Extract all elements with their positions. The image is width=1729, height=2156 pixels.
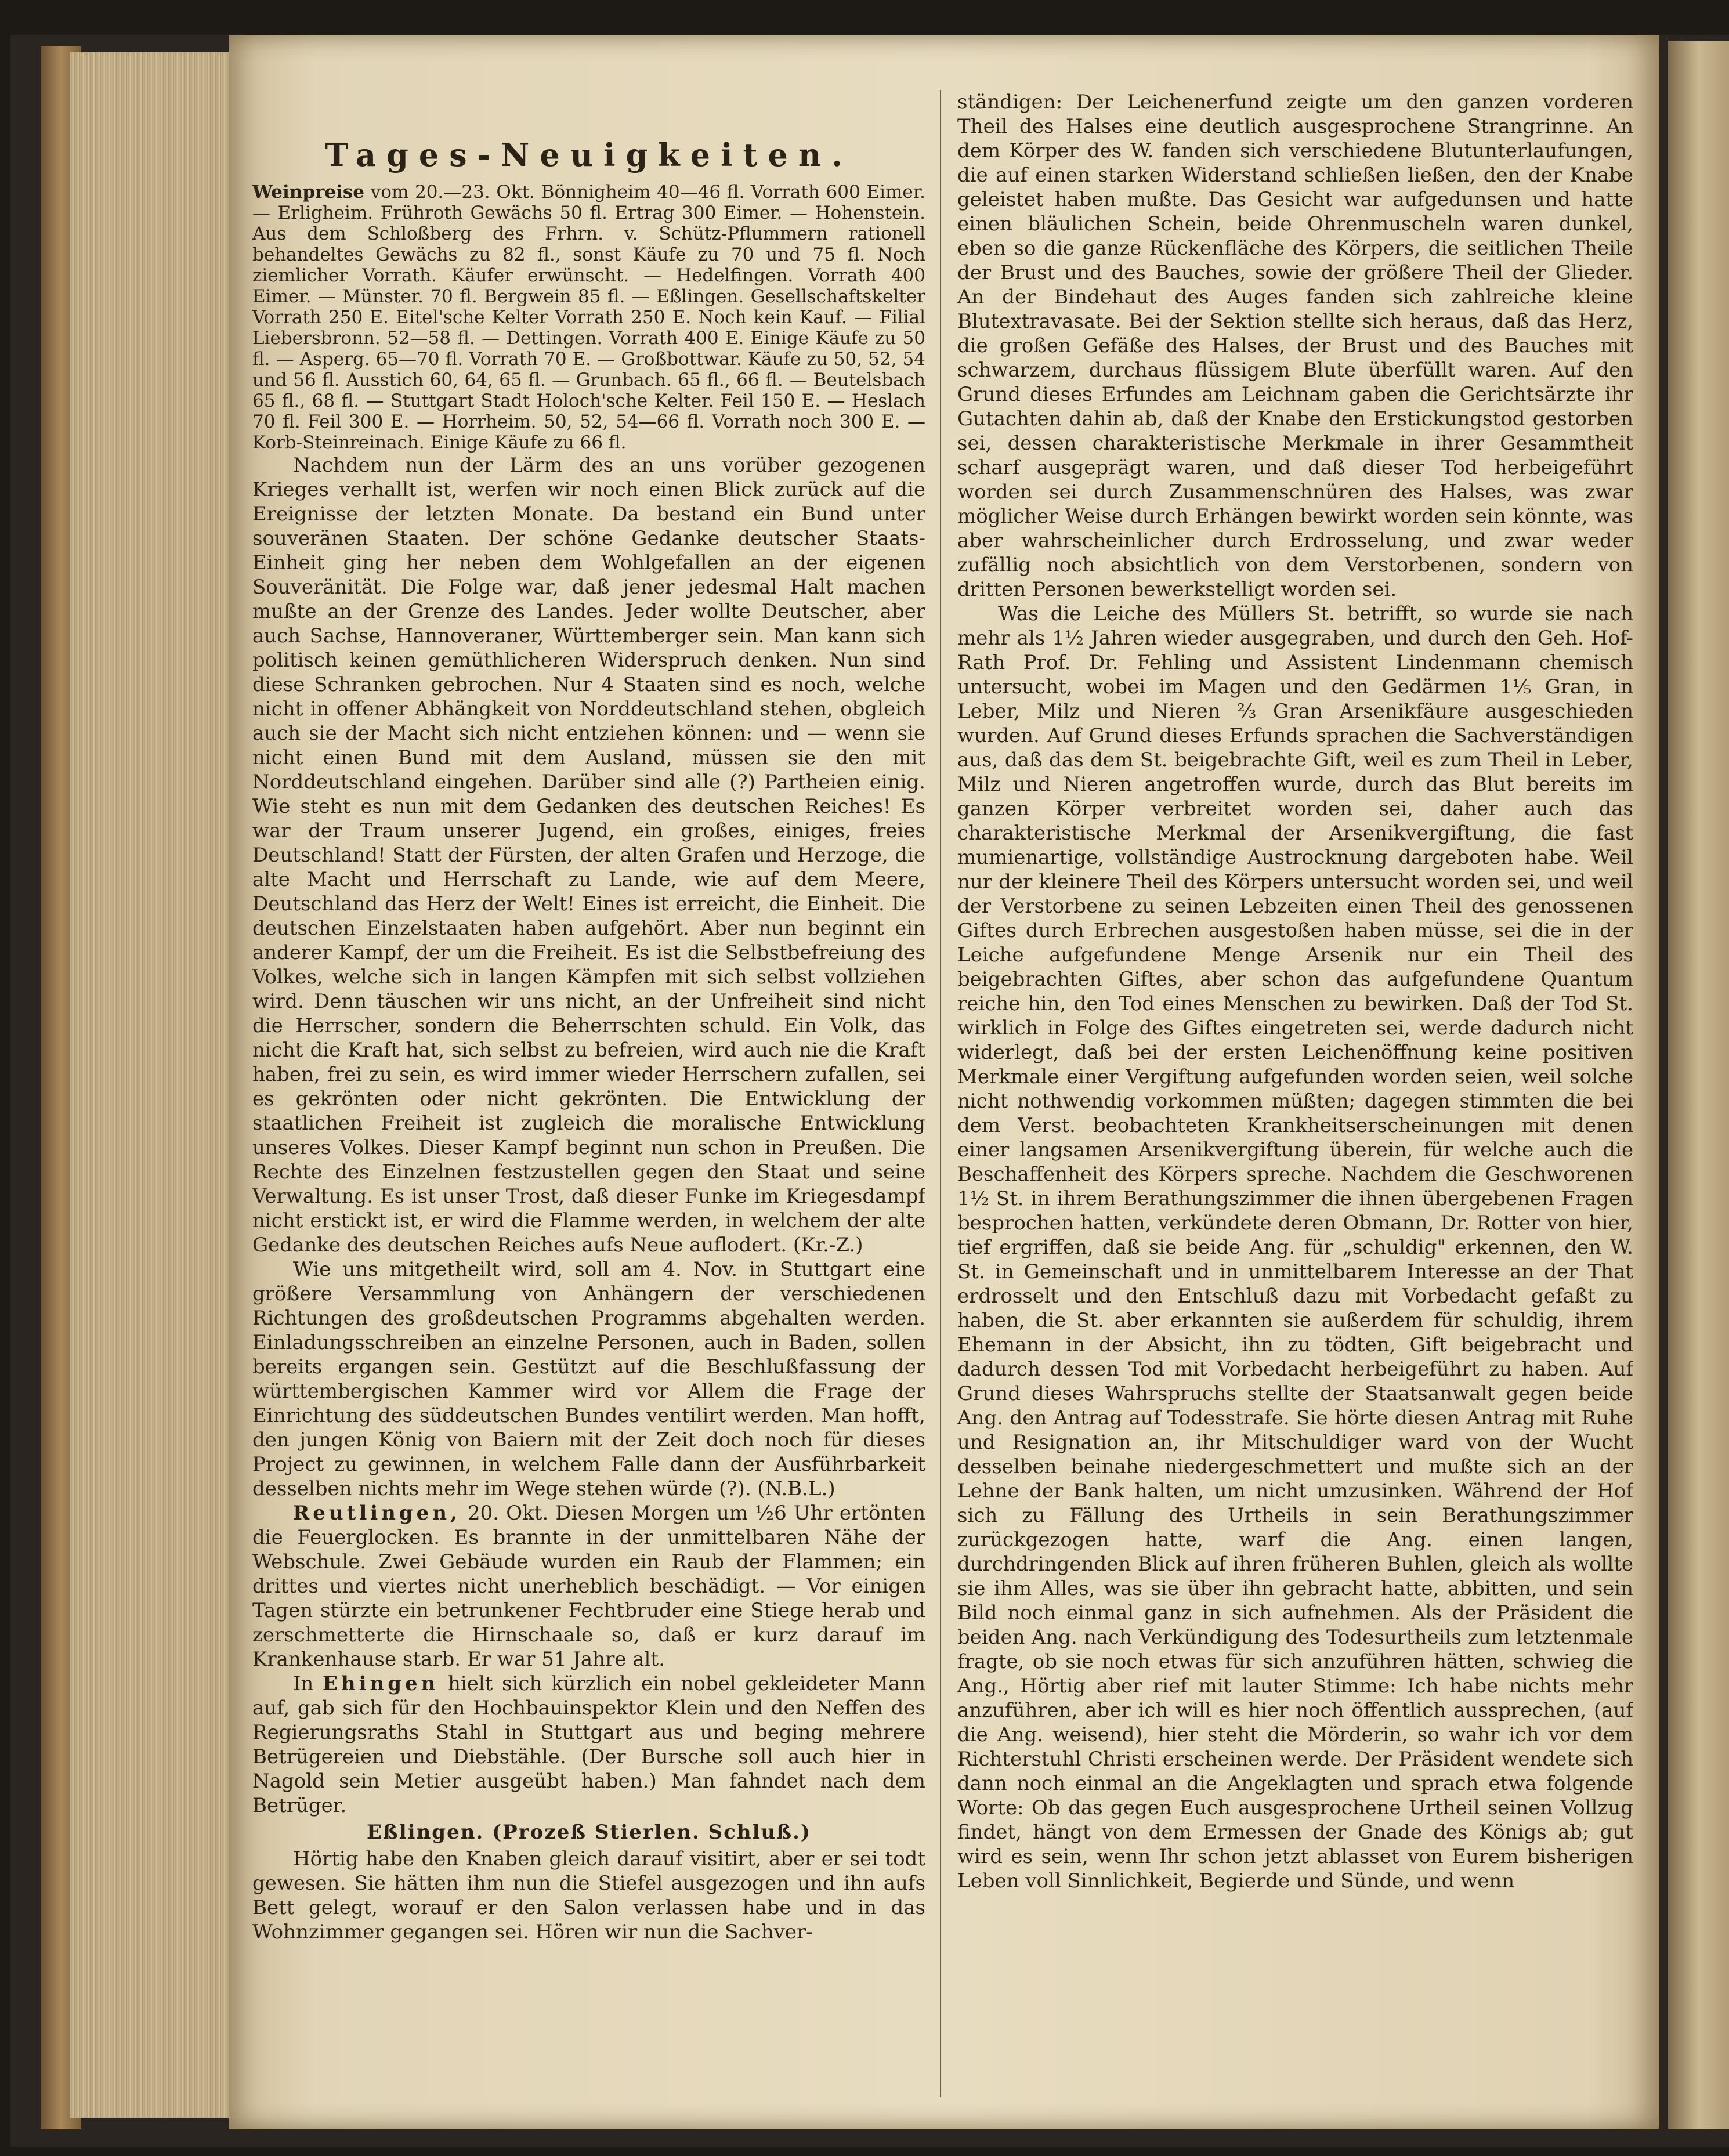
reutlingen-text: 20. Okt. Diesen Morgen um ½6 Uhr ertönten die Feuerglocken. Es brannte in der unmittelbaren Nähe der Webschule. Zwei Gebäude wurden ein Raub der Flammen; ein drittes und viertes nicht unerheblich beschädigt. — Vor einigen Tagen stürzte ein betrunkener Fechtbruder eine Stiege herab und zerschmetterte die Hirnschaale so, daß er kurz darauf im Krankenhause starb. Er war 51 Jahre alt. [252, 1502, 925, 1671]
ehingen-text: hielt sich kürzlich ein nobel gekleideter Mann auf, gab sich für den Hochbauinspektor Klein und den Neffen des Regierungsraths Stahl in Stuttgart aus und beging mehrere Betrügereien und Diebstähle. (Der Bursche soll auch hier in Nagold sein Metier ausgeübt haben.) Man fahndet nach dem Betrüger. [252, 1672, 925, 1817]
article-esslingen: Hörtig habe den Knaben gleich darauf visitirt, aber er sei todt gewesen. Sie hätten ihm nun die Stiefel ausgezogen und ihn aufs Bett gelegt, worauf er den Salon verlassen habe und in das Wohnzimmer gegangen sei. Hören wir nun die Sachver- [252, 1847, 925, 1944]
ehingen-lead: In [293, 1672, 314, 1695]
column-divider [940, 90, 941, 2097]
page-edges [70, 52, 239, 2118]
weinpreise-text: vom 20.—23. Okt. Bönnigheim 40—46 fl. Vorrath 600 Eimer. — Erligheim. Frühroth Gewächs 50 fl. Ertrag 300 Eimer. — Hohenstein. Aus dem Schloßberg des Frhrn. v. Schütz-Pflummern rationell behandeltes Gewächs zu 82 fl., sonst Käufe zu 70 und 75 fl. Noch ziemlicher Vorrath. Käufer erwünscht. — Hedelfingen. Vorrath 400 Eimer. — Münster. 70 fl. Bergwein 85 fl. — Eßlingen. Gesellschaftskelter Vorrath 250 E. Eitel'sche Kelter Vorrath 250 E. Noch kein Kauf. — Filial Liebersbronn. 52—58 fl. — Dettingen. Vorrath 400 E. Einige Käufe zu 50 fl. — Asperg. 65—70 fl. Vorrath 70 E. — Großbottwar. Käufe zu 50, 52, 54 und 56 fl. Ausstich 60, 64, 65 fl. — Grunbach. 65 fl., 66 fl. — Beutelsbach 65 fl., 68 fl. — Stuttgart Stadt Holoch'sche Kelter. Feil 150 E. — Heslach 70 fl. Feil 300 E. — Horrheim. 50, 52, 54—66 fl. Vorrath noch 300 E. — Korb-Steinreinach. Einige Käufe zu 66 fl. [252, 182, 925, 453]
article-mueller-leiche: Was die Leiche des Müllers St. betrifft, so wurde sie nach mehr als 1½ Jahren wieder ausgegraben, und durch den Geh. Hof-Rath Prof. Dr. Fehling und Assistent Lindenmann chemisch untersucht, wobei im Magen und den Gedärmen 1⅕ Gran, in Leber, Milz und Nieren ⅔ Gran Arsenikfäure ausgeschieden wurden. Auf Grund dieses Erfunds sprachen die Sachverständigen aus, daß das dem St. beigebrachte Gift, weil es zum Theil in Leber, Milz und Nieren angetroffen wurde, durch das Blut bereits im ganzen Körper verbreitet worden sei, daher auch das charakteristische Merkmal der Arsenikvergiftung, die fast mumienartige, vollständige Austrocknung dargeboten habe. Weil nur der kleinere Theil des Körpers untersucht worden sei, und weil der Verstorbene zu seinen Lebzeiten einen Theil des genossenen Giftes durch Erbrechen ausgestoßen haben müsse, sei die in der Leiche aufgefundene Menge Arsenik nur ein Theil des beigebrachten Giftes, aber schon das aufgefundene Quantum reiche hin, den Tod eines Menschen zu bewirken. Daß der Tod St. wirklich in Folge des Giftes eingetreten sei, werde dadurch nicht widerlegt, daß bei der ersten Leichenöffnung keine positiven Merkmale einer Vergiftung aufgefunden worden seien, weil solche nicht nothwendig vorkommen müßten; dagegen stimmten die bei dem Verst. beobachteten Krankheitserscheinungen mit denen einer langsamen Arsenikvergiftung überein, für welche auch die Beschaffenheit des Körpers spreche. Nachdem die Geschworenen 1½ St. in ihrem Berathungszimmer die ihnen übergebenen Fragen besprochen hatten, verkündete deren Obmann, Dr. Rotter von hier, tief ergriffen, daß sie beide Ang. für „schuldig" erkennen, den W. St. in Gemeinschaft und in unmittelbarem Interesse an der That erdrosselt und den Entschluß dazu mit Vorbedacht gefaßt zu haben, die St. aber erkannten sie außerdem für schuldig, ihrem Ehemann in der Absicht, ihn zu tödten, Gift beigebracht und dadurch dessen Tod mit Vorbedacht herbeigeführt zu haben. Auf Grund dieses Wahrspruchs stellte der Staatsanwalt gegen beide Ang. den Antrag auf Todesstrafe. Sie hörte diesen Antrag mit Ruhe und Resignation an, ihr Mitschuldiger ward von der Wucht desselben beinahe niedergeschmettert und mußte sich an der Lehne der Bank halten, um nicht umzusinken. Während der Hof sich zu Fällung des Urtheils in sein Berathungszimmer zurückgezogen hatte, warf die Ang. einen langen, durchdringenden Blick auf ihren früheren Buhlen, gleich als wollte sie ihm Alles, was sie über ihn gebracht hatte, abbitten, und sein Bild noch einmal ganz in sich aufnehmen. Als der Präsident die beiden Ang. nach Verkündigung des Todesurtheils zum letztenmale fragte, ob sie noch etwas für sich anzuführen hätten, schwieg die Ang., Hörtig aber rief mit lauter Stimme: Ich habe nichts mehr anzuführen, aber ich will es hier noch öffentlich aussprechen, (auf die Ang. weisend), hier steht die Mörderin, so wahr ich vor dem Richterstuhl Christi erscheinen werde. Der Präsident wendete sich dann noch einmal an die Angeklagten und sprach etwa folgende Worte: Ob das gegen Euch ausgesprochene Urtheil seinen Vollzug findet, hängt von dem Ermessen der Gnade des Königs ab; gut wird es sein, wenn Ihr schon jetzt ablasset von Eurem bisherigen Leben voll Sinnlichkeit, Begierde und Sünde, und wenn [957, 602, 1633, 1893]
newspaper-page [229, 35, 1659, 2129]
article-reutlingen [252, 1501, 925, 1672]
subheading-esslingen: Eßlingen. (Prozeß Stierlen. Schluß.) [367, 1821, 811, 1844]
article-ehingen [252, 1672, 925, 1818]
section-heading: Tages-Neuigkeiten. [325, 136, 853, 173]
place-ehingen: Ehingen [322, 1672, 439, 1695]
place-reutlingen: Reutlingen, [293, 1502, 461, 1525]
weinpreise-label: Weinpreise [252, 182, 365, 202]
left-column [252, 136, 925, 2097]
right-column [957, 90, 1633, 2051]
weinpreise-paragraph [252, 182, 925, 453]
article-versammlung: Wie uns mitgetheilt wird, soll am 4. Nov. in Stuttgart eine größere Versammlung von Anhängern der verschiedenen Richtungen des großdeutschen Programms abgehalten werden. Einladungsschreiben an einzelne Personen, auch in Baden, sollen bereits ergangen sein. Gestützt auf die Beschlußfassung der württembergischen Kammer wird vor Allem die Frage der Einrichtung des süddeutschen Bundes ventilirt werden. Man hofft, den jungen König von Baiern mit der Zeit doch noch für dieses Project zu gewinnen, in welchem Falle dann der Ausführbarkeit desselben nichts mehr im Wege stehen würde (?). (N.B.L.) [252, 1258, 925, 1500]
next-page-edge [1668, 41, 1729, 2129]
article-krieg: Nachdem nun der Lärm des an uns vorüber gezogenen Krieges verhallt ist, werfen wir noch einen Blick zurück auf die Ereignisse der letzten Monate. Da bestand ein Bund unter souveränen Staaten. Der schöne Gedanke deutscher Staats-Einheit ging her neben dem Wohlgefallen an der eigenen Souveränität. Die Folge war, daß jener jedesmal Halt machen mußte an der Grenze des Landes. Jeder wollte Deutscher, aber auch Sachse, Hannoveraner, Württemberger sein. Man kann sich politisch keinen gemüthlicheren Widerspruch denken. Nun sind diese Schranken gebrochen. Nur 4 Staaten sind es noch, welche nicht in offener Abhängkeit von Norddeutschland stehen, obgleich auch sie der Macht sich nicht entziehen können: und — wenn sie nicht einen Bund mit dem Ausland, müssen sie den mit Norddeutschland eingehen. Darüber sind alle (?) Partheien einig. Wie steht es nun mit dem Gedanken des deutschen Reiches! Es war der Traum unserer Jugend, ein großes, einiges, freies Deutschland! Statt der Fürsten, der alten Grafen und Herzoge, die alte Macht und Herrschaft zu Lande, wie auf dem Meere, Deutschland das Herz der Welt! Eines ist erreicht, die Einheit. Die deutschen Einzelstaaten haben aufgehört. Aber nun beginnt ein anderer Kampf, der um die Freiheit. Es ist die Selbstbefreiung des Volkes, welche sich in langen Kämpfen mit sich selbst vollziehen wird. Denn täuschen wir uns nicht, an der Unfreiheit sind nicht die Herrscher, sondern die Beherrschten schuld. Ein Volk, das nicht die Kraft hat, sich selbst zu befreien, wird auch nie die Kraft haben, frei zu sein, es wird immer wieder Herrschern zufallen, sei es gekrönten oder nicht gekrönten. Die Entwicklung der staatlichen Freiheit ist zugleich die moralische Entwicklung unseres Volkes. Dieser Kampf beginnt nun schon in Preußen. Die Rechte des Einzelnen festzustellen gegen den Staat und seine Verwaltung. Es ist unser Trost, daß dieser Funke im Kriegesdampf nicht erstickt ist, er wird die Flamme werden, in welchem der alte Gedanke des deutschen Reiches aufs Neue auflodert. (Kr.-Z.) [252, 454, 925, 1257]
article-esslingen-continued: ständigen: Der Leichenerfund zeigte um den ganzen vorderen Theil des Halses eine deutlich ausgesprochene Strangrinne. An dem Körper des W. fanden sich verschiedene Blutunterlaufungen, die auf einen starken Widerstand schließen ließen, den der Knabe geleistet haben mußte. Das Gesicht war aufgedunsen und hatte einen bläulichen Schein, beide Ohrenmuscheln waren dunkel, eben so die ganze Rückenfläche des Körpers, die seitlichen Theile der Brust und des Bauches, sowie der größere Theil der Glieder. An der Bindehaut des Auges fanden sich zahlreiche kleine Blutextravasate. Bei der Sektion stellte sich heraus, daß das Herz, die großen Gefäße des Halses, der Brust und des Bauches mit schwarzem, durchaus flüssigem Blute überfüllt waren. Auf den Grund dieses Erfundes am Leichnam gaben die Gerichtsärzte ihr Gutachten dahin ab, daß der Knabe den Erstickungstod gestorben sei, dessen charakteristische Merkmale in ihrer Gesammtheit scharf ausgeprägt waren, und daß dieser Tod herbeigeführt worden sei durch Zusammenschnüren des Halses, was zwar möglicher Weise durch Erhängen bewirkt worden sein könnte, was aber wahrscheinlicher durch Erdrosselung, und zwar weder zufällig noch absichtlich von dem Verstorbenen, sondern von dritten Personen bewerkstelligt worden sei. [957, 91, 1633, 601]
